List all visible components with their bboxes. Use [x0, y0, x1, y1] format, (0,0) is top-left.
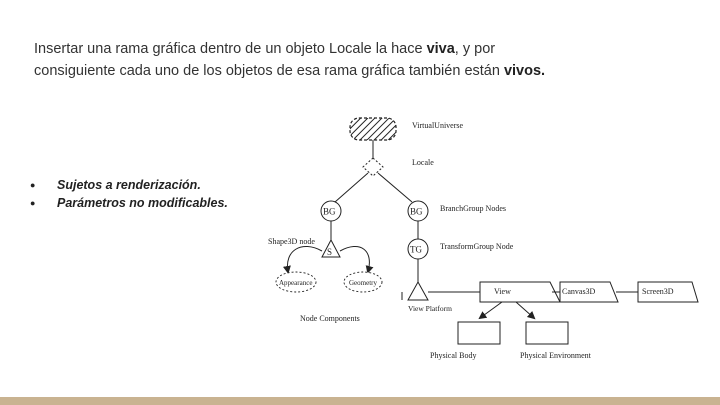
view-label: View	[494, 287, 511, 296]
bullet-item: ● Sujetos a renderización.	[30, 176, 228, 194]
virtual-universe-node	[350, 118, 396, 140]
branchgroup-nodes-label: BranchGroup Nodes	[440, 204, 506, 213]
intro-text-part-2: , y por consiguiente cada uno de los objetos de esa rama gráfica también están	[34, 41, 504, 79]
physical-body-node	[458, 322, 500, 344]
intro-bold-viva: viva	[426, 41, 455, 57]
locale-node	[363, 158, 383, 176]
bullet-list	[30, 176, 228, 212]
intro-text-part-1: Insertar una rama gráfica dentro de un objeto Locale la hace	[34, 41, 427, 57]
intro-bold-vivos: vivos.	[503, 63, 546, 79]
bottom-accent-bar	[0, 397, 720, 405]
view-platform-label: View Platform	[408, 304, 452, 313]
view-node	[480, 282, 560, 302]
transformgroup-node-label: TransformGroup Node	[440, 242, 514, 251]
virtual-universe-label: VirtualUniverse	[412, 121, 464, 130]
geometry-label: Geometry	[349, 279, 377, 287]
shape3d-node-label: Shape3D node	[268, 237, 315, 246]
physical-environment-node	[526, 322, 568, 344]
appearance-label: Appearance	[279, 279, 313, 287]
scene-graph-diagram	[262, 110, 702, 378]
bg-right-label: BG	[410, 206, 423, 217]
tg-label: TG	[410, 244, 422, 255]
locale-label: Locale	[412, 158, 434, 167]
intro-paragraph	[34, 38, 574, 82]
bg-left-label: BG	[323, 206, 336, 217]
node-components-label: Node Components	[300, 314, 360, 323]
view-platform-node	[408, 282, 428, 300]
bullet-item: ● Parámetros no modificables.	[30, 194, 228, 212]
canvas3d-label: Canvas3D	[562, 287, 596, 296]
screen3d-label: Screen3D	[642, 287, 674, 296]
s-label: S	[327, 247, 333, 257]
physical-body-label: Physical Body	[430, 351, 477, 360]
physical-environment-label: Physical Environment	[520, 351, 591, 360]
